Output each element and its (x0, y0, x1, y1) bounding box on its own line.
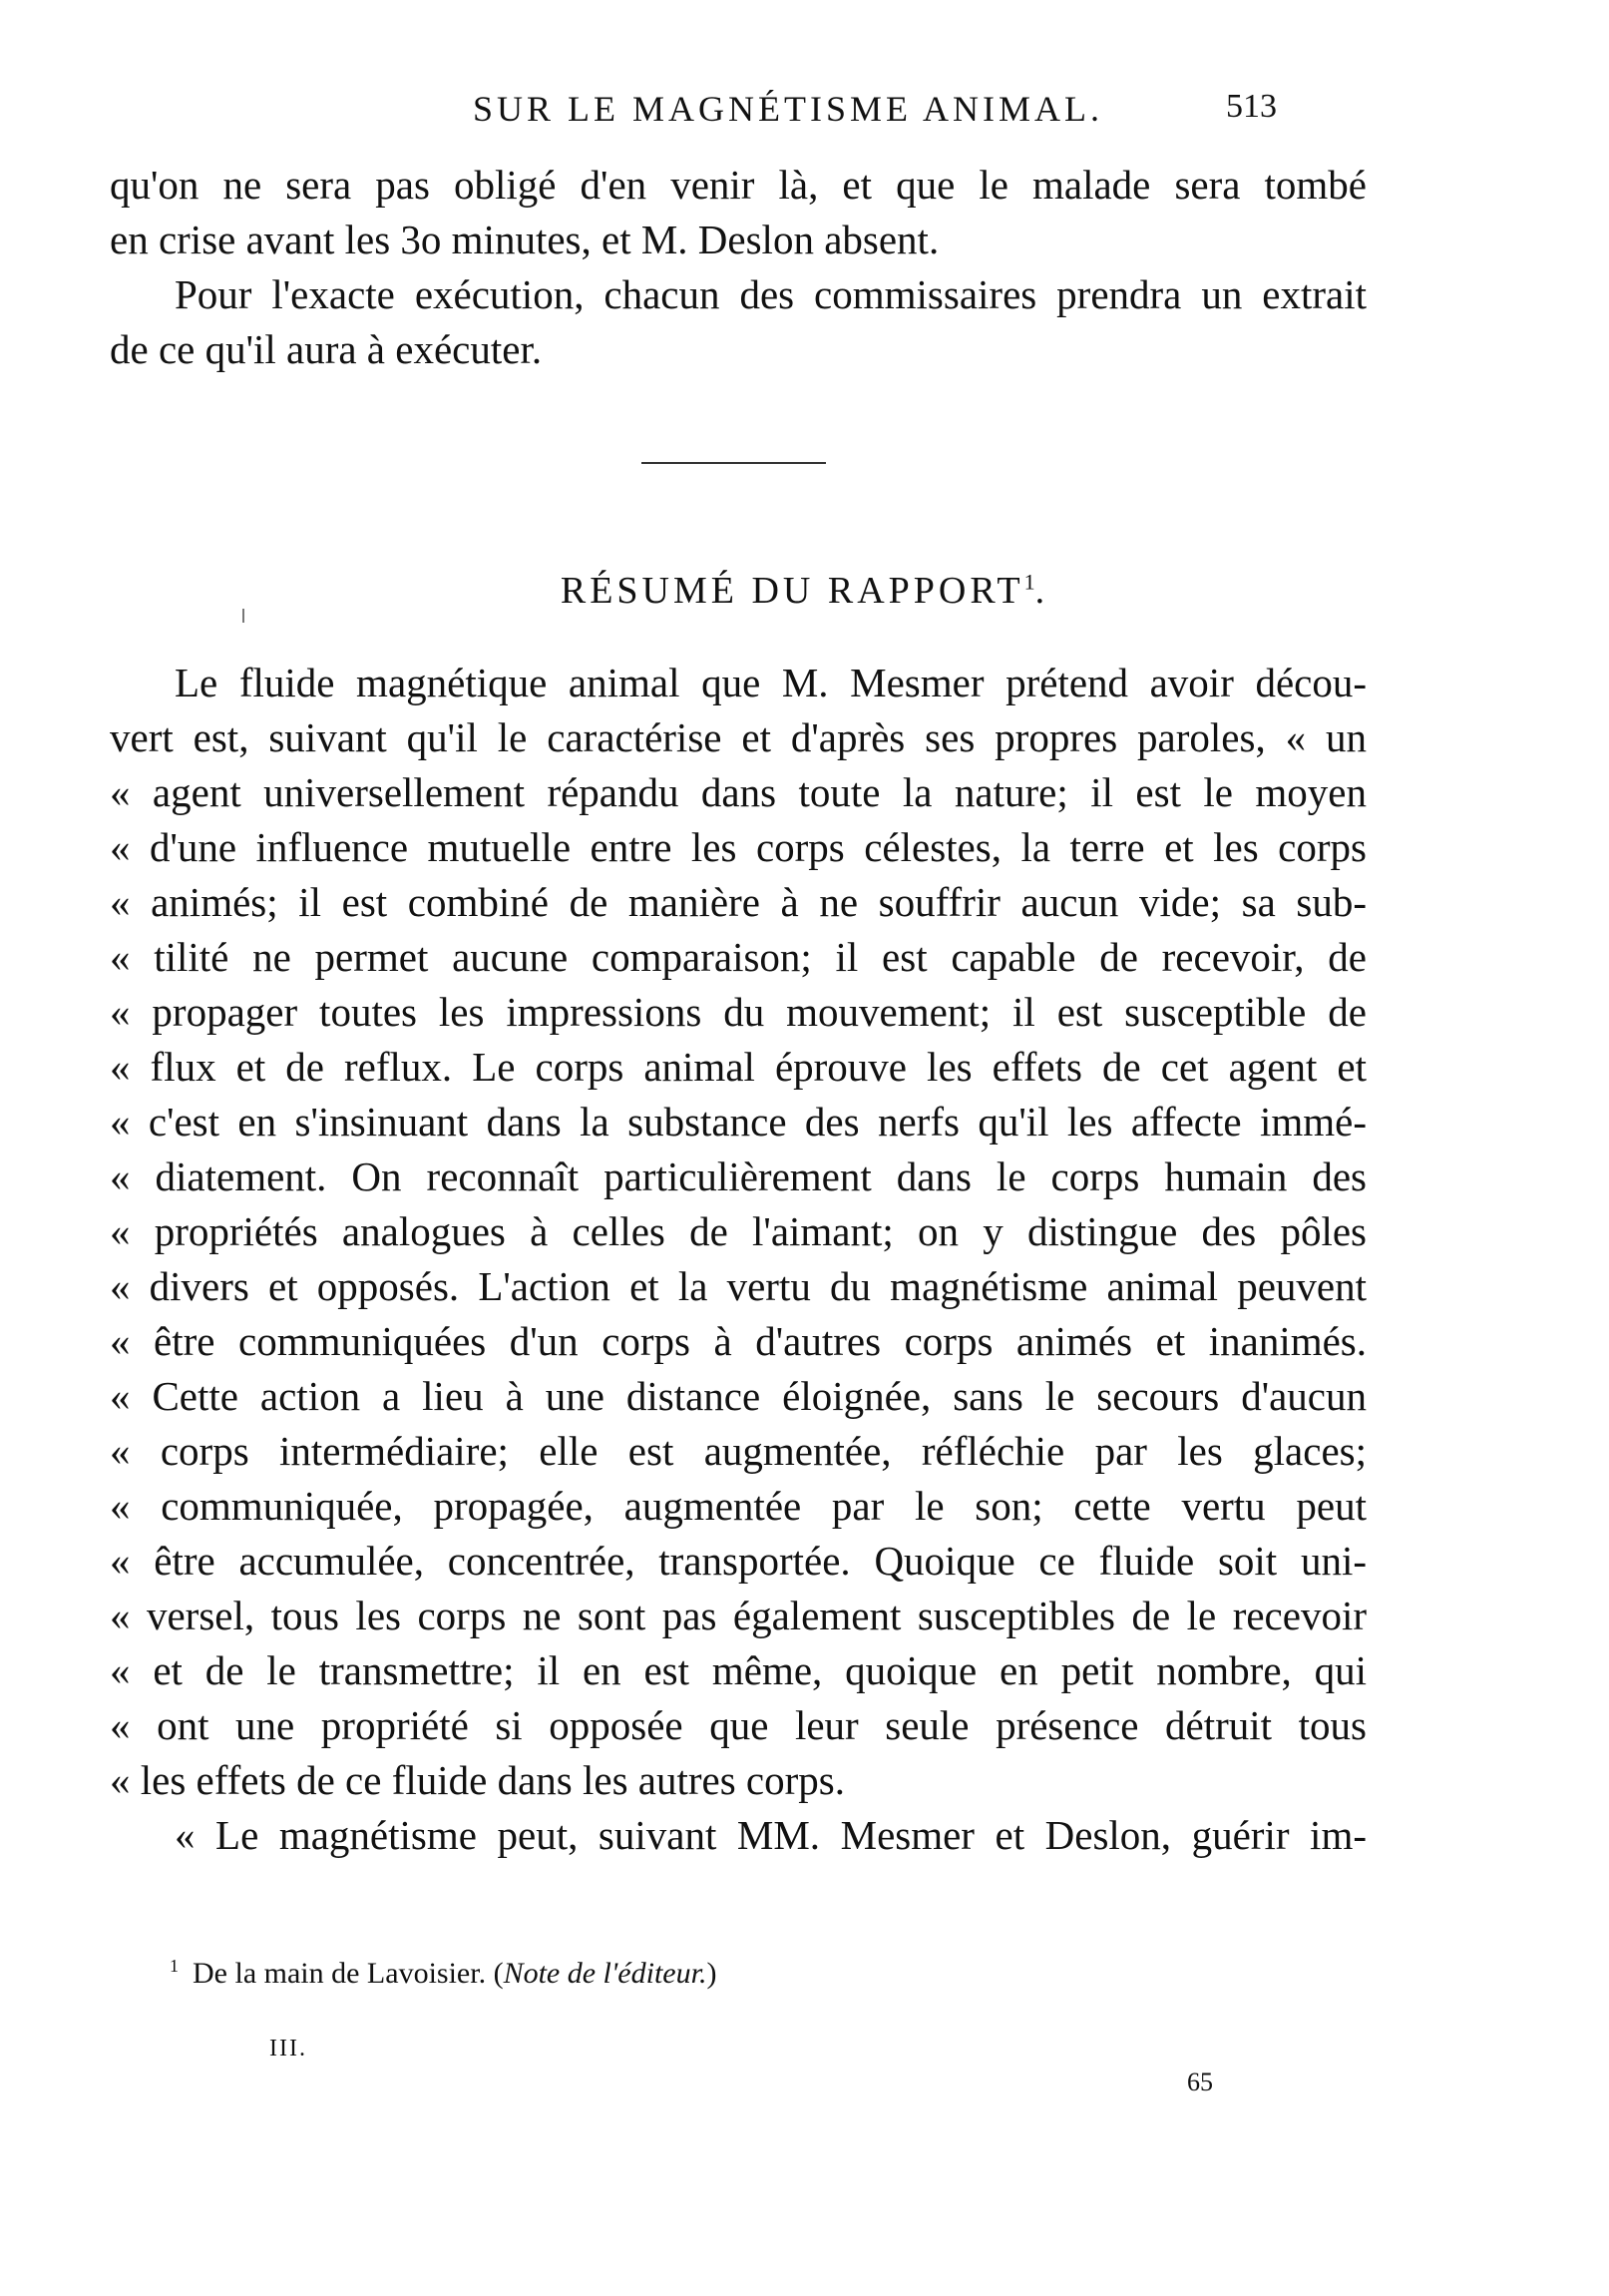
footnote-close: ) (706, 1957, 717, 1990)
text-line: « être accumulée, concentrée, transportée. Quoique ce fluide soit uni- (110, 1538, 1367, 1584)
section-heading (0, 569, 1609, 613)
text-line: « corps intermédiaire; elle est augmentée, réfléchie par les glaces; (110, 1428, 1367, 1474)
text-line: « communiquée, propagée, augmentée par le son; cette vertu peut (110, 1483, 1367, 1529)
text-line: « ont une propriété si opposée que leur seule présence détruit tous (110, 1702, 1367, 1748)
text-line: « et de le transmettre; il en est même, quoique en petit nombre, qui (110, 1647, 1367, 1693)
footnote-mark: 1 (170, 1956, 179, 1976)
text-line: Le fluide magnétique animal que M. Mesmer prétend avoir décou- (175, 660, 1367, 705)
text-line: « d'une influence mutuelle entre les corps célestes, la terre et les corps (110, 824, 1367, 870)
text-line: « les effets de ce fluide dans les autres corps. (110, 1757, 845, 1803)
text-line: « flux et de reflux. Le corps animal éprouve les effets de cet agent et (110, 1044, 1367, 1090)
footnote-italic: Note de l'éditeur. (503, 1957, 707, 1990)
sheet-number: 65 (1187, 2067, 1213, 2096)
summary-paragraphs (110, 656, 1367, 1863)
section-heading-text: RÉSUMÉ DU RAPPORT (560, 570, 1024, 612)
footnote-text: De la main de Lavoisier. ( (193, 1957, 504, 1990)
text-line: « agent universellement répandu dans toute la nature; il est le moyen (110, 769, 1367, 815)
footnote (170, 1956, 1067, 1991)
text-line: « c'est en s'insinuant dans la substance des nerfs qu'il les affecte immé- (110, 1099, 1367, 1145)
running-head (0, 88, 1609, 138)
text-line: « propriétés analogues à celles de l'aimant; on y distingue des pôles (110, 1208, 1367, 1254)
text-line: vert est, suivant qu'il le caractérise et d'après ses propres paroles, « un (110, 714, 1367, 760)
text-line: « Le magnétisme peut, suivant MM. Mesmer et Deslon, guérir im- (175, 1812, 1367, 1858)
volume-signature: III. (269, 2036, 307, 2062)
text-line: en crise avant les 3o minutes, et M. Deslon absent. (110, 217, 940, 262)
text-line: de ce qu'il aura à exécuter. (110, 326, 543, 372)
text-line: « propager toutes les impressions du mouvement; il est susceptible de (110, 989, 1367, 1035)
heading-period: . (1034, 570, 1049, 612)
opening-paragraphs (110, 158, 1367, 377)
section-divider (641, 462, 826, 464)
text-line: qu'on ne sera pas obligé d'en venir là, et que le malade sera tombé (110, 162, 1367, 208)
text-line: « diatement. On reconnaît particulièrement dans le corps humain des (110, 1153, 1367, 1199)
text-line: Pour l'exacte exécution, chacun des commissaires prendra un extrait (175, 271, 1367, 317)
text-line: « être communiquées d'un corps à d'autres corps animés et inanimés. (110, 1318, 1367, 1364)
footnote-reference: 1 (1023, 569, 1035, 595)
text-line: « versel, tous les corps ne sont pas également susceptibles de le recevoir (110, 1593, 1367, 1638)
running-title: SUR LE MAGNÉTISME ANIMAL. (472, 89, 1103, 129)
text-line: « animés; il est combiné de manière à ne souffrir aucun vide; sa sub- (110, 879, 1367, 925)
text-line: « Cette action a lieu à une distance éloignée, sans le secours d'aucun (110, 1373, 1367, 1419)
text-line: « tilité ne permet aucune comparaison; il est capable de recevoir, de (110, 934, 1367, 980)
text-line: « divers et opposés. L'action et la vertu du magnétisme animal peuvent (110, 1263, 1367, 1309)
page-number: 513 (1226, 88, 1277, 125)
